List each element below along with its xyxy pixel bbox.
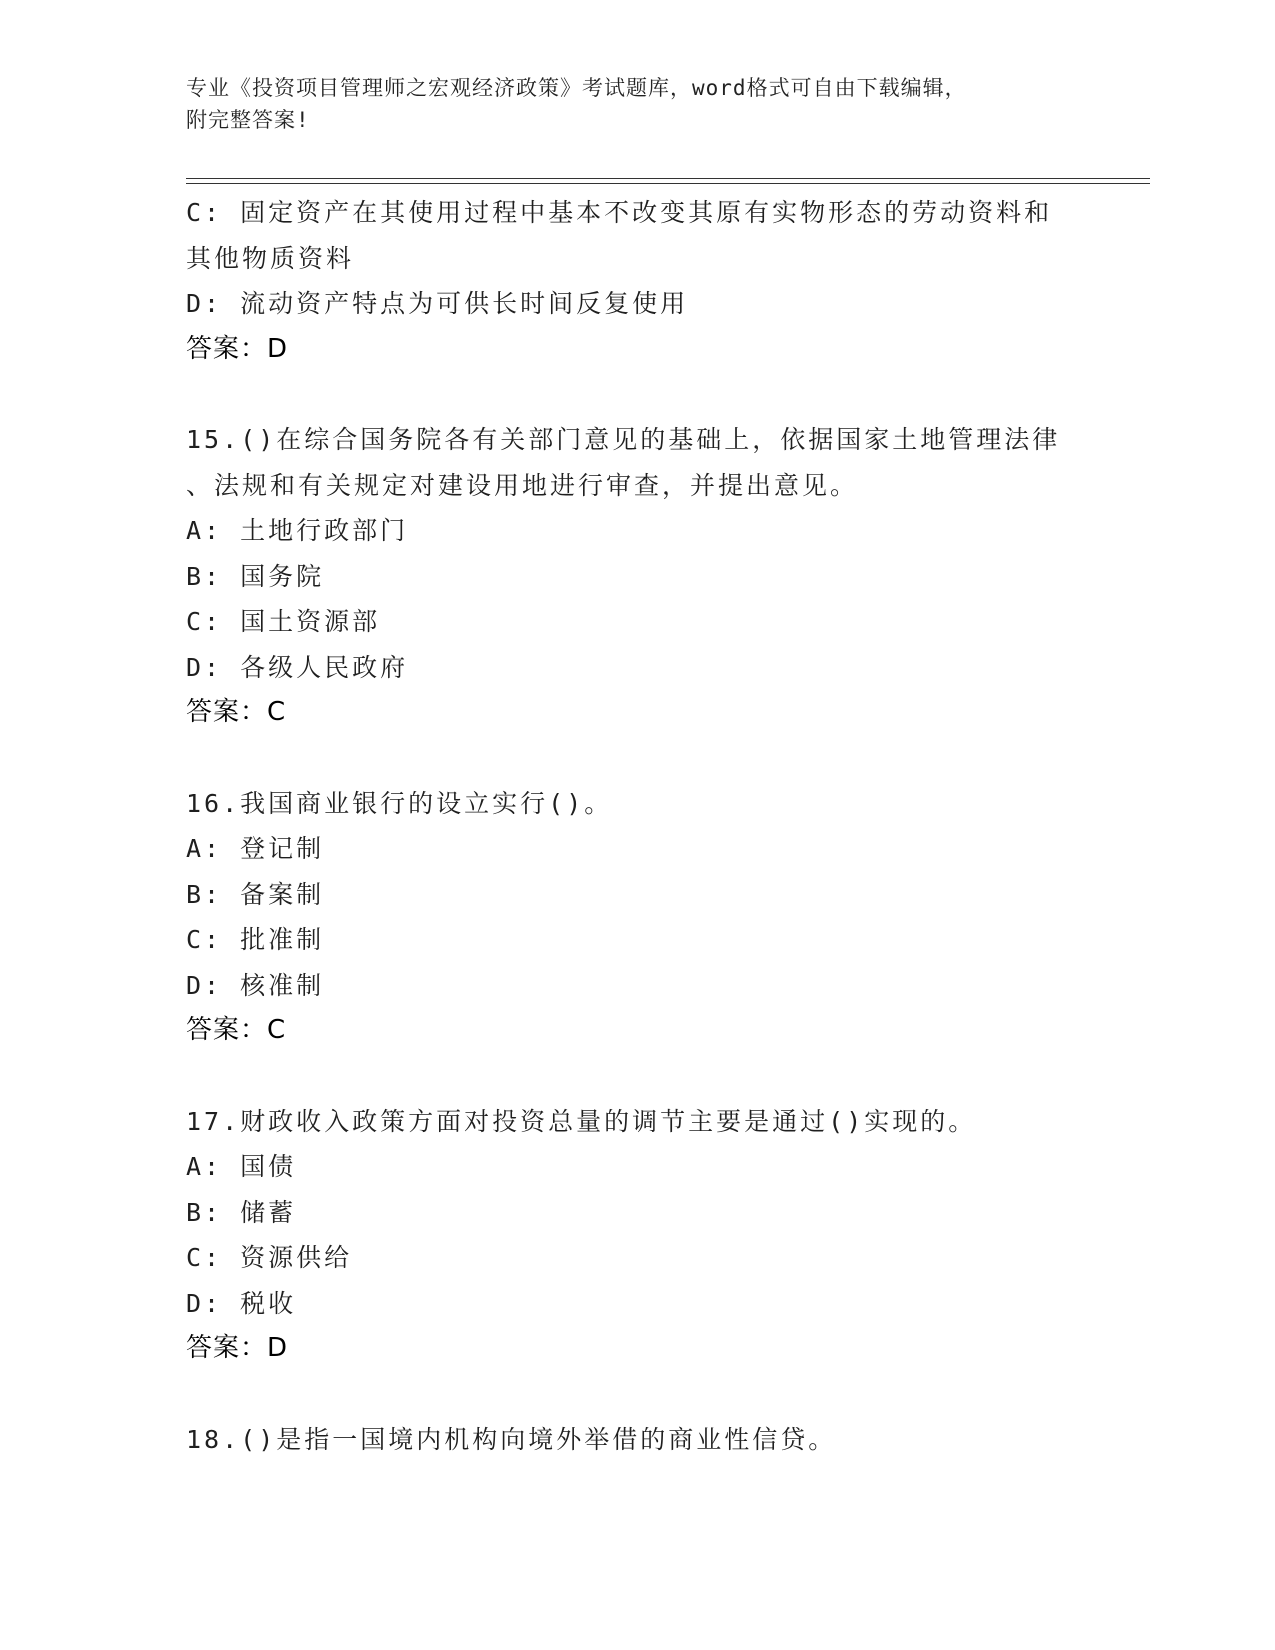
- spacer: [186, 1054, 1086, 1099]
- question-18: [186, 1417, 1086, 1463]
- spacer: [186, 736, 1086, 781]
- option-d: D: 核准制: [186, 970, 325, 1000]
- header-double-rule: [186, 178, 1150, 184]
- option-a: A: 土地行政部门: [186, 516, 409, 545]
- option-d: D: 流动资产特点为可供长时间反复使用: [186, 289, 689, 318]
- page-header: [186, 72, 1066, 136]
- option-d: D: 各级人民政府: [186, 652, 409, 682]
- option-c: C: 资源供给: [186, 1243, 353, 1272]
- option-c: C: 国土资源部: [186, 607, 381, 636]
- question-stem: 15.()在综合国务院各有关部门意见的基础上，依据国家土地管理法律: [186, 425, 1061, 454]
- question-14-partial: [186, 190, 1086, 372]
- answer: 答案：C: [186, 697, 287, 727]
- option-a: A: 登记制: [186, 834, 325, 863]
- header-line-2: 附完整答案!: [186, 108, 310, 132]
- question-16: [186, 781, 1086, 1054]
- spacer: [186, 372, 1086, 417]
- question-stem: 16.我国商业银行的设立实行()。: [186, 788, 613, 818]
- option-b: B: 备案制: [186, 879, 325, 909]
- question-15: [186, 417, 1086, 736]
- option-d: D: 税收: [186, 1288, 297, 1318]
- option-c-continued: 其他物质资料: [186, 243, 355, 273]
- question-stem: 17.财政收入政策方面对投资总量的调节主要是通过()实现的。: [186, 1106, 977, 1136]
- option-b: B: 储蓄: [186, 1197, 297, 1227]
- option-c: C: 批准制: [186, 925, 325, 954]
- answer: 答案：C: [186, 1015, 287, 1045]
- question-stem-continued: 、法规和有关规定对建设用地进行审查，并提出意见。: [186, 470, 859, 500]
- option-a: A: 国债: [186, 1152, 297, 1181]
- question-list: [186, 190, 1086, 1462]
- spacer: [186, 1372, 1086, 1417]
- option-c: C: 固定资产在其使用过程中基本不改变其原有实物形态的劳动资料和: [186, 198, 1053, 227]
- header-line-1: 专业《投资项目管理师之宏观经济政策》考试题库，word格式可自由下载编辑，: [186, 76, 967, 100]
- question-17: [186, 1099, 1086, 1372]
- answer: 答案：D: [186, 333, 289, 364]
- option-b: B: 国务院: [186, 561, 325, 591]
- answer: 答案：D: [186, 1333, 289, 1363]
- question-stem: 18.()是指一国境内机构向境外举借的商业性信贷。: [186, 1424, 837, 1454]
